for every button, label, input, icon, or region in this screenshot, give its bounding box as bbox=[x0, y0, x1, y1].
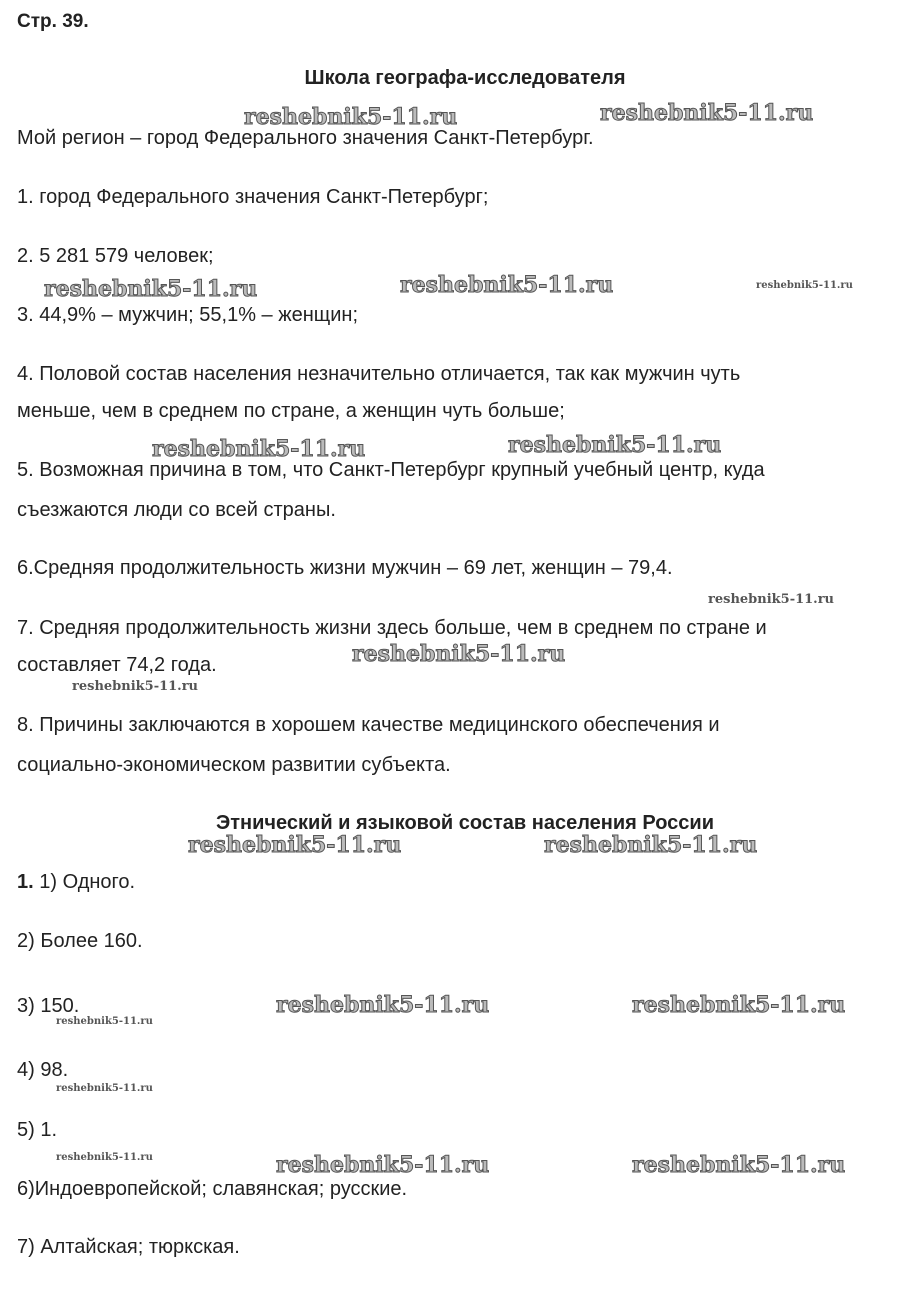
text-line: меньше, чем в среднем по стране, а женщин чуть больше; bbox=[17, 400, 565, 422]
text-line: социально-экономическом развитии субъекта. bbox=[17, 754, 451, 776]
watermark: reshebnik5-11.ru bbox=[600, 100, 814, 126]
text-line: 4) 98. bbox=[17, 1059, 69, 1081]
text-line: 5. Возможная причина в том, что Санкт-Петербург крупный учебный центр, куда bbox=[17, 459, 765, 481]
watermark: reshebnik5-11.ru bbox=[56, 1016, 153, 1027]
text-line: 3) 150. bbox=[17, 995, 80, 1017]
watermark: reshebnik5-11.ru bbox=[56, 1152, 153, 1163]
text-line: 3. 44,9% – мужчин; 55,1% – женщин; bbox=[17, 304, 359, 326]
item-number: 1. bbox=[17, 871, 34, 893]
watermark: reshebnik5-11.ru bbox=[352, 641, 566, 667]
text-line: 6)Индоевропейской; славянская; русские. bbox=[17, 1178, 408, 1200]
text-line: 2. 5 281 579 человек; bbox=[17, 245, 214, 267]
text-line: Мой регион – город Федерального значения Санкт-Петербург. bbox=[17, 127, 594, 149]
watermark: reshebnik5-11.ru bbox=[632, 1152, 846, 1178]
text-line: 7) Алтайская; тюркская. bbox=[17, 1236, 240, 1258]
text-line: 7. Средняя продолжительность жизни здесь больше, чем в среднем по стране и bbox=[17, 617, 767, 639]
watermark: reshebnik5-11.ru bbox=[276, 1152, 490, 1178]
text-line: съезжаются люди со всей страны. bbox=[17, 499, 336, 521]
text-line: 6.Средняя продолжительность жизни мужчин – 69 лет, женщин – 79,4. bbox=[17, 557, 673, 579]
watermark: reshebnik5-11.ru bbox=[544, 832, 758, 858]
watermark: reshebnik5-11.ru bbox=[508, 432, 722, 458]
watermark: reshebnik5-11.ru bbox=[44, 276, 258, 302]
watermark: reshebnik5-11.ru bbox=[152, 436, 366, 462]
text-line: 1. город Федерального значения Санкт-Петербург; bbox=[17, 186, 489, 208]
text-line: 4. Половой состав населения незначительно отличается, так как мужчин чуть bbox=[17, 363, 741, 385]
watermark: reshebnik5-11.ru bbox=[244, 104, 458, 130]
text-line: 8. Причины заключаются в хорошем качестве медицинского обеспечения и bbox=[17, 714, 720, 736]
watermark: reshebnik5-11.ru bbox=[400, 272, 614, 298]
text-line: составляет 74,2 года. bbox=[17, 654, 217, 676]
section-title: Этнический и языковой состав населения России bbox=[216, 812, 714, 834]
watermark: reshebnik5-11.ru bbox=[56, 1083, 153, 1094]
watermark: reshebnik5-11.ru bbox=[708, 592, 835, 607]
text-line bbox=[17, 870, 135, 894]
text-line: 5) 1. bbox=[17, 1119, 58, 1141]
section-title: Школа географа-исследователя bbox=[304, 67, 626, 89]
watermark: reshebnik5-11.ru bbox=[632, 992, 846, 1018]
page-label: Стр. 39. bbox=[17, 11, 89, 32]
watermark: reshebnik5-11.ru bbox=[756, 280, 853, 291]
watermark: reshebnik5-11.ru bbox=[188, 832, 402, 858]
watermark: reshebnik5-11.ru bbox=[276, 992, 490, 1018]
text-line: 2) Более 160. bbox=[17, 930, 143, 952]
item-text: 1) Одного. bbox=[33, 871, 136, 893]
watermark: reshebnik5-11.ru bbox=[72, 679, 199, 694]
